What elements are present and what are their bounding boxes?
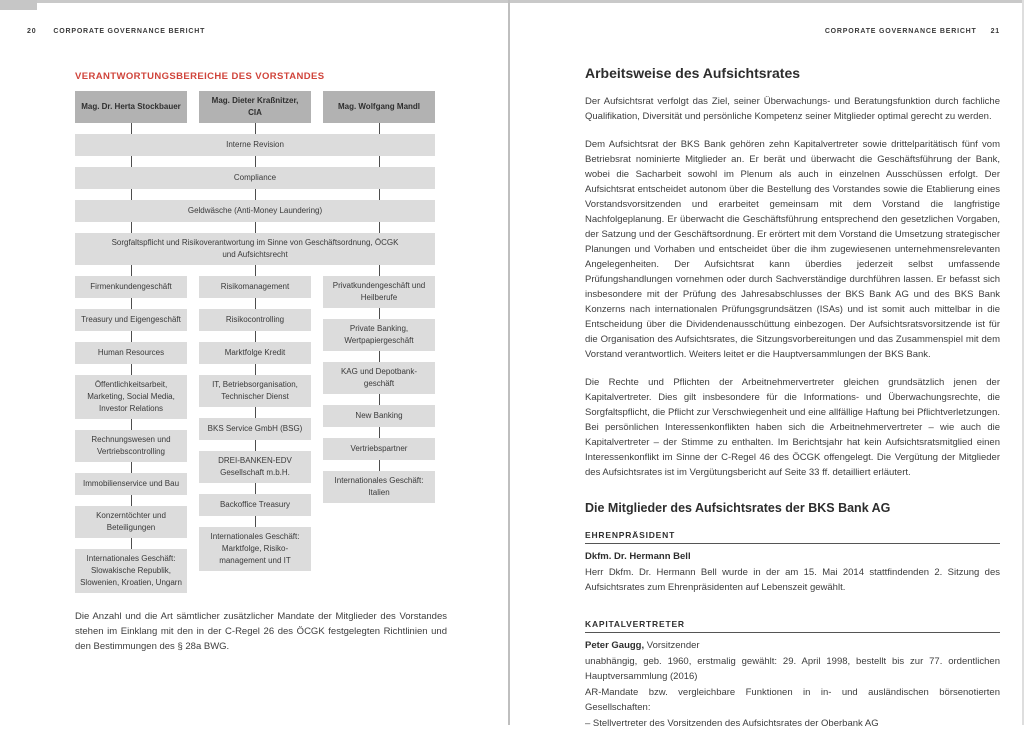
connector-line xyxy=(131,265,132,276)
connector-line xyxy=(379,460,380,471)
paragraph-composition: Dem Aufsichtsrat der BKS Bank gehören zehn Kapitalvertreter sowie drittelparitätisch fünf vom Betriebsrat nominierte Mitglieder an. Er berät und überwacht die Geschäftsführung der Bank, wobei die Sacharbeit sowohl im Plenum als auch in einzelnen Ausschüssen erfolgt. Der Aufsichtsrat entscheidet autonom über die Bestellung des Vorstandes sowie die Etablierung eines Vorstandsvorsitzenden und erarbeitet gemeinsam mit dem Vorstand die langfristige Nachfolgeplanung. Er überwacht die Geschäftsführung entsprechend den gesetzlichen Vorgaben, der Satzung und der Geschäftsordnung. Er erörtert mit dem Vorstand die Umsetzung strategischer Planungen und Vorhaben und entscheidet über die ihm zugewiesenen unternehmensrelevanten Angelegenheiten. Der Aufsichtsrat kann überdies jederzeit selbst umfassende Prüfungshandlungen vornehmen oder durch Sachverständige durchführen lassen. Er befasst sich insbesondere mit der Prüfung des Jahresabschlusses der BKS Bank AG und des BKS Bank Konzerns nach internationalen Prüfungsgrundsätzen (ISAs) und ist somit auch mittelbar in die Entscheidung über die Dividendenausschüttung einbezogen. Der Aufsichtsratsvorsitzende ist für die Organisation des Aufsichtsrates, die Sitzungsvorbereitungen und das Zusammenspiel mit dem Vorstand verantwortlich. Weiters leitet er die Hauptversammlungen der BKS Bank. xyxy=(585,139,1000,360)
org-column-stockbauer xyxy=(75,276,187,593)
shared-bar-interne-revision: Interne Revision xyxy=(75,134,435,156)
org-box: Privatkundengeschäft und Heilberufe xyxy=(323,276,435,308)
connector-line xyxy=(255,440,256,451)
member-name-line xyxy=(585,638,1000,653)
connector-line xyxy=(131,298,132,309)
member-name: Dkfm. Dr. Hermann Bell xyxy=(585,551,691,562)
org-chart-heads-row xyxy=(75,91,435,123)
connector-line xyxy=(131,495,132,506)
connector-line xyxy=(255,483,256,494)
connector-line xyxy=(379,308,380,319)
head-box-stockbauer: Mag. Dr. Herta Stockbauer xyxy=(75,91,187,123)
org-box: New Banking xyxy=(323,405,435,427)
paragraph-employee-reps: Die Rechte und Pflichten der Arbeitnehmervertreter gleichen grundsätzlich jenen der Kapitalvertreter. Dies gilt insbesondere für die Informations- und Überwachungsrechte, die Sorgfaltspflicht, die Pflicht zur Verschwiegenheit und eine allfällige Haftung bei Pflichtverletzungen. Bei persönlichen Interessenkonflikten haben sich die Arbeitnehmervertreter – wie auch die Kapitalvertreter – der Stimme zu enthalten. Im Berichtsjahr hat kein Aufsichtsratsmitglied einen Interessenkonflikt im Sinne der C-Regel 46 des ÖCGK offengelegt. Die Vergütung der Mitglieder des Aufsichtsrates ist im Vergütungsbericht auf Seite 33 ff. detailliert erläutert. xyxy=(585,377,1000,478)
connector-line xyxy=(131,419,132,430)
running-title-left: CORPORATE GOVERNANCE BERICHT xyxy=(53,28,206,35)
org-box: Human Resources xyxy=(75,342,187,364)
capital-label: KAPITALVERTRETER xyxy=(585,619,1000,633)
connector-line xyxy=(379,189,380,200)
page-gutter-divider xyxy=(508,0,510,725)
org-box: Risikomanagement xyxy=(199,276,311,298)
org-box: Vertriebspartner xyxy=(323,438,435,460)
org-box: Internationales Geschäft: Italien xyxy=(323,471,435,503)
org-box: Öffentlichkeitsarbeit, Marketing, Social Media, Investor Relations xyxy=(75,375,187,419)
connector-line xyxy=(255,407,256,418)
member-detail: unabhängig, geb. 1960, erstmalig gewählt: 29. April 1998, bestellt bis zur 77. ordentlichen Hauptversammlung (2016) xyxy=(585,656,1000,682)
org-column-mandl xyxy=(323,276,435,593)
member-role: Vorsitzender xyxy=(646,640,700,651)
connector-row xyxy=(75,265,435,276)
org-box: Treasury und Eigengeschäft xyxy=(75,309,187,331)
shared-bar-geldwaesche: Geldwäsche (Anti-Money Laundering) xyxy=(75,200,435,222)
honorary-label: EHRENPRÄSIDENT xyxy=(585,530,1000,544)
connector-line xyxy=(255,298,256,309)
org-box: Firmenkundengeschäft xyxy=(75,276,187,298)
connector-line xyxy=(255,331,256,342)
connector-line xyxy=(131,222,132,233)
member-detail: Herr Dkfm. Dr. Hermann Bell wurde in der am 15. Mai 2014 stattfindenden 2. Sitzung des Aufsichtsrates zum Ehrenpräsidenten auf Lebenszeit gewählt. xyxy=(585,567,1000,593)
org-box: DREI-BANKEN-EDV Gesellschaft m.b.H. xyxy=(199,451,311,483)
capital-representatives-section xyxy=(585,619,1000,731)
connector-line xyxy=(131,462,132,473)
org-column-krassnitzer xyxy=(199,276,311,593)
connector-line xyxy=(255,123,256,134)
connector-line xyxy=(379,427,380,438)
running-header-left xyxy=(27,28,508,35)
connector-line xyxy=(379,222,380,233)
org-chart xyxy=(75,71,435,593)
org-box: Backoffice Treasury xyxy=(199,494,311,516)
org-box: IT, Betriebsorganisation, Technischer Dienst xyxy=(199,375,311,407)
org-box: Risikocontrolling xyxy=(199,309,311,331)
page-number-right: 21 xyxy=(990,28,1000,35)
shared-bar-compliance: Compliance xyxy=(75,167,435,189)
connector-row xyxy=(75,123,435,134)
members-title: Die Mitglieder des Aufsichtsrates der BKS Bank AG xyxy=(585,501,891,515)
org-box: Private Banking, Wertpapiergeschäft xyxy=(323,319,435,351)
head-box-mandl: Mag. Wolfgang Mandl xyxy=(323,91,435,123)
connector-line xyxy=(131,156,132,167)
connector-line xyxy=(255,516,256,527)
running-title-right: CORPORATE GOVERNANCE BERICHT xyxy=(824,28,977,35)
org-box: Marktfolge Kredit xyxy=(199,342,311,364)
org-box: BKS Service GmbH (BSG) xyxy=(199,418,311,440)
mandates-footnote: Die Anzahl und die Art sämtlicher zusätzlicher Mandate der Mitglieder des Vorstandes stehen im Einklang mit den in der C-Regel 26 des ÖCGK festgelegten Richtlinien und den Bestimmungen des § 28a BWG. xyxy=(75,611,447,652)
connector-line xyxy=(255,265,256,276)
connector-line xyxy=(379,394,380,405)
connector-line xyxy=(255,364,256,375)
org-box: Internationales Geschäft: Marktfolge, Risikomanagement und IT xyxy=(199,527,311,571)
connector-row xyxy=(75,189,435,200)
running-header-right xyxy=(585,28,1000,35)
member-detail: AR-Mandate bzw. vergleichbare Funktionen in in- und ausländischen börsenotierten Gesellschaften: xyxy=(585,687,1000,713)
page-number-left: 20 xyxy=(27,28,37,35)
connector-line xyxy=(131,538,132,549)
section-title: Arbeitsweise des Aufsichtsrates xyxy=(585,65,801,81)
connector-line xyxy=(255,189,256,200)
member-name-line xyxy=(585,549,1000,564)
connector-line xyxy=(131,123,132,134)
connector-line xyxy=(379,123,380,134)
org-box: KAG und Depotbankgeschäft xyxy=(323,362,435,394)
left-page xyxy=(0,0,508,725)
honorary-president-section xyxy=(585,530,1000,595)
connector-line xyxy=(131,364,132,375)
connector-row xyxy=(75,222,435,233)
org-box: Rechnungswesen und Vertriebscontrolling xyxy=(75,430,187,462)
right-page xyxy=(510,0,1024,729)
org-box: Immobilienservice und Bau xyxy=(75,473,187,495)
connector-line xyxy=(379,156,380,167)
connector-line xyxy=(255,156,256,167)
connector-line xyxy=(131,189,132,200)
paragraph-goal: Der Aufsichtsrat verfolgt das Ziel, seiner Überwachungs- und Beratungsfunktion durch fachliche Qualifikation, Diversität und persönliche Kompetenz seiner Mitglieder optimal gerecht zu werden. xyxy=(585,96,1000,122)
connector-line xyxy=(255,222,256,233)
org-box: Konzerntöchter und Beteiligungen xyxy=(75,506,187,538)
org-chart-columns xyxy=(75,276,435,593)
connector-row xyxy=(75,156,435,167)
org-chart-title: VERANTWORTUNGSBEREICHE DES VORSTANDES xyxy=(75,71,325,82)
connector-line xyxy=(379,351,380,362)
member-detail: – Stellvertreter des Vorsitzenden des Aufsichtsrates der Oberbank AG xyxy=(585,718,879,729)
member-name: Peter Gaugg, xyxy=(585,640,645,651)
connector-line xyxy=(379,265,380,276)
org-box: Internationales Geschäft: Slowakische Republik, Slowenien, Kroatien, Ungarn xyxy=(75,549,187,593)
shared-bar-sorgfaltspflicht: Sorgfaltspflicht und Risikoverantwortung im Sinne von Geschäftsordnung, ÖCGK und Aufsichtsrecht xyxy=(75,233,435,265)
head-box-krassnitzer: Mag. Dieter Kraßnitzer, CIA xyxy=(199,91,311,123)
connector-line xyxy=(131,331,132,342)
